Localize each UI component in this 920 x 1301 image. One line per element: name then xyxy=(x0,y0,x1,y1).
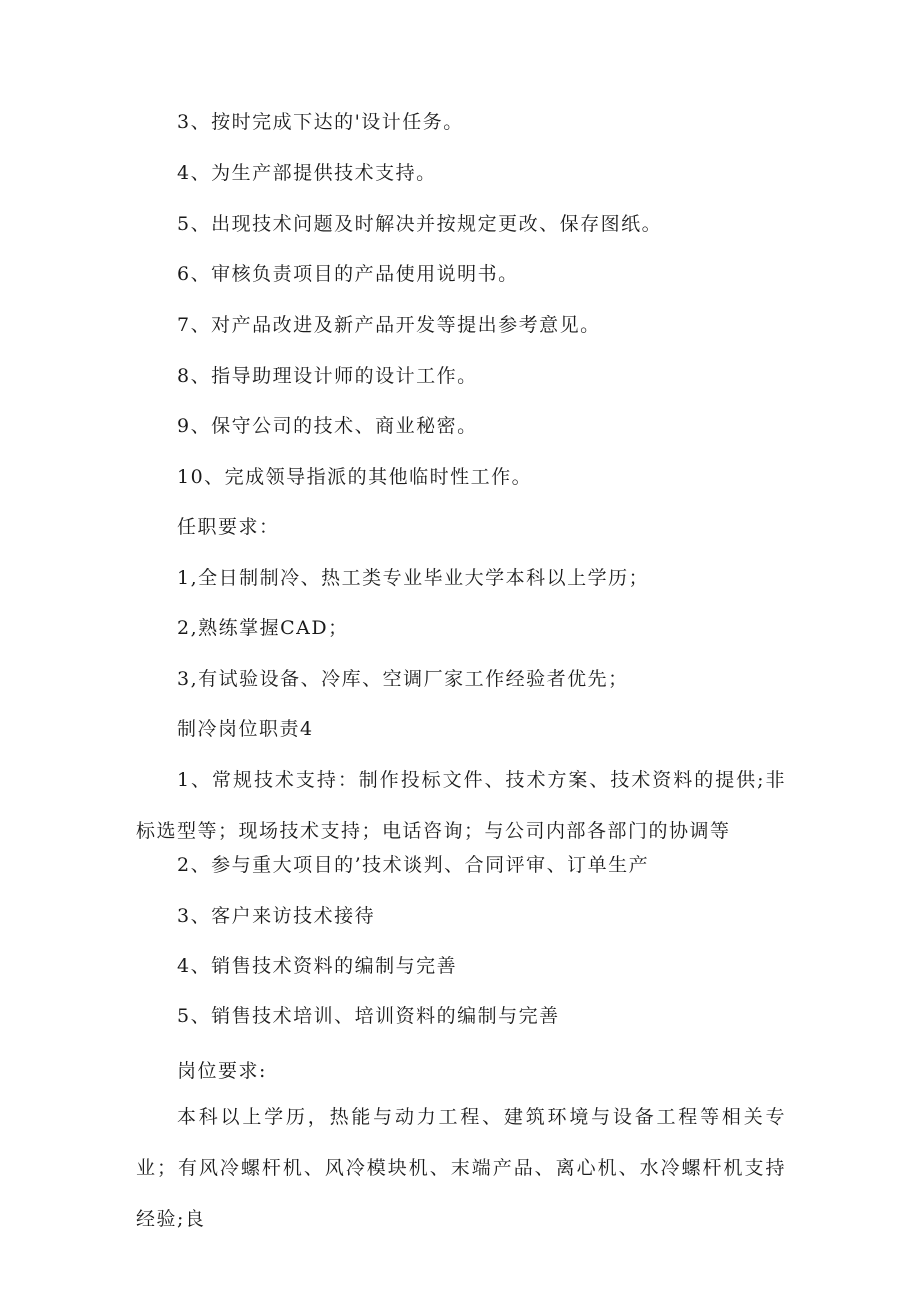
requirement-item-2: 2,熟练掌握CAD； xyxy=(177,617,349,639)
requirement-item-3: 3,有试验设备、冷库、空调厂家工作经验者优先； xyxy=(177,668,629,690)
duty-item-10: 10、完成领导指派的其他临时性工作。 xyxy=(177,466,533,488)
duty-item-7: 7、对产品改进及新产品开发等提出参考意见。 xyxy=(177,314,601,336)
duty-item-6: 6、审核负责项目的产品使用说明书。 xyxy=(177,263,519,285)
section-title: 制冷岗位职责4 xyxy=(177,718,314,740)
requirement-item-1: 1,全日制制冷、热工类专业毕业大学本科以上学历； xyxy=(177,567,650,589)
duty-item-9: 9、保守公司的技术、商业秘密。 xyxy=(177,415,478,437)
duty-item-4: 4、为生产部提供技术支持。 xyxy=(177,162,437,184)
section4-item-2: 2、参与重大项目的’技术谈判、合同评审、订单生产 xyxy=(177,854,650,876)
position-requirements-text: 本科以上学历，热能与动力工程、建筑环境与设备工程等相关专业；有风冷螺杆机、风冷模块机、末端产品、离心机、水冷螺杆机支持经验;良 xyxy=(136,1106,786,1230)
section4-item-5: 5、销售技术培训、培训资料的编制与完善 xyxy=(177,1005,560,1027)
requirements-heading: 任职要求： xyxy=(177,516,280,538)
position-requirements-heading: 岗位要求: xyxy=(177,1060,267,1082)
section4-item-1: 1、常规技术支持：制作投标文件、技术方案、技术资料的提供;非标选型等；现场技术支持；电话咨询；与公司内部各部门的协调等 xyxy=(136,769,786,842)
section4-item-3: 3、客户来访技术接待 xyxy=(177,905,376,927)
section4-item-4: 4、销售技术资料的编制与完善 xyxy=(177,955,458,977)
duty-item-3: 3、按时完成下达的'设计任务。 xyxy=(177,111,464,133)
duty-item-8: 8、指导助理设计师的设计工作。 xyxy=(177,365,478,387)
duty-item-5: 5、出现技术问题及时解决并按规定更改、保存图纸。 xyxy=(177,213,663,235)
